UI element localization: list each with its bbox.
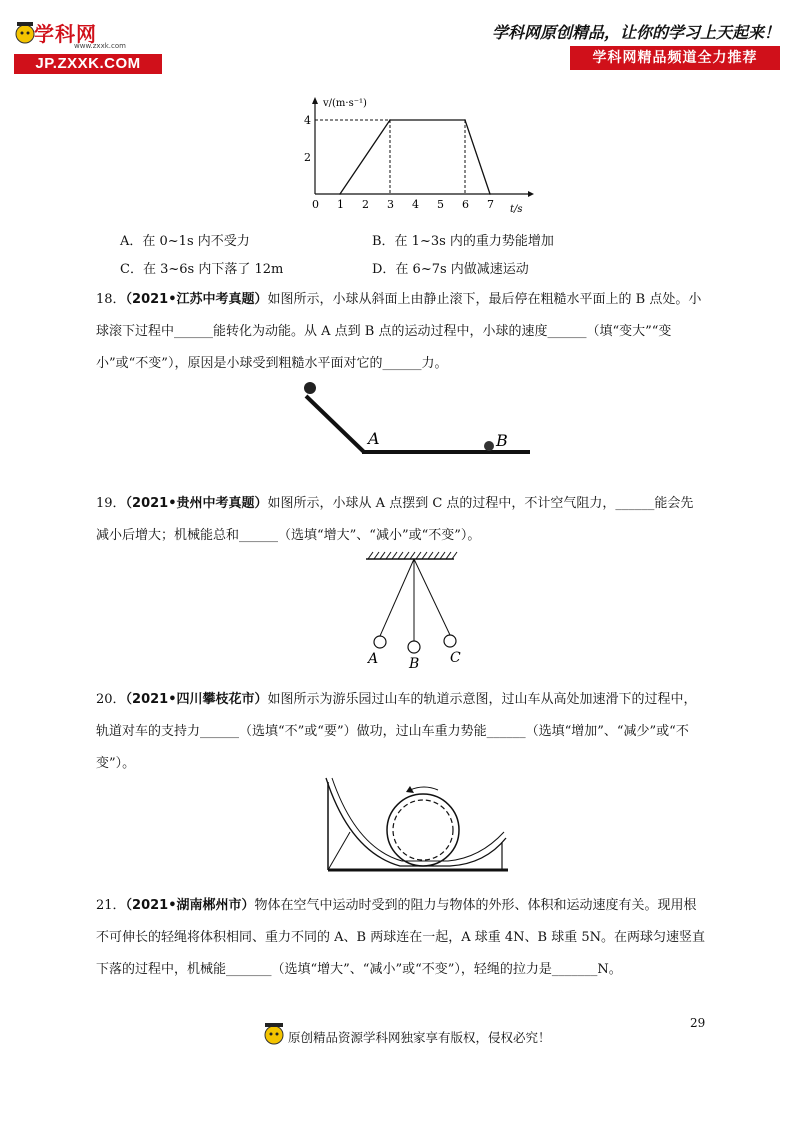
velocity-series-line — [340, 120, 490, 194]
x-tick-label: 0 — [312, 198, 319, 211]
ball-start — [304, 382, 316, 394]
data-point — [339, 193, 341, 195]
pendulum-figure — [356, 550, 476, 672]
question-source: （2021•江苏中考真题） — [125, 292, 268, 307]
track-inner — [332, 778, 504, 861]
hatch-mark — [368, 552, 373, 559]
pos-a-label: A — [368, 651, 379, 667]
arrowhead-icon — [406, 786, 414, 793]
graph-plot — [304, 97, 534, 211]
x-axis-arrow-icon — [528, 191, 534, 197]
x-tick-label: 2 — [362, 198, 369, 211]
loop-outer — [387, 794, 459, 866]
q17-option-d: D．在 6~7s 内做减速运动 — [372, 262, 529, 277]
incline-surface — [306, 396, 364, 452]
logo-domain: www.zxxk.com — [74, 42, 126, 50]
velocity-time-graph — [296, 94, 536, 218]
data-point — [464, 119, 466, 121]
incline-ball-figure — [298, 380, 534, 464]
question-source: （2021•四川攀枝花市） — [125, 692, 268, 707]
x-tick-label: 5 — [437, 198, 444, 211]
pos-b-label: B — [409, 656, 420, 672]
hatch-mark — [440, 552, 445, 559]
logo-url: JP.ZXXK.COM — [14, 54, 162, 74]
question-number: 19． — [96, 496, 126, 511]
header-banner: 学科网精品频道全力推荐 — [570, 46, 780, 70]
q17-option-a: A．在 0~1s 内不受力 — [120, 234, 250, 249]
ball-a — [374, 636, 386, 648]
x-axis-label: t/s — [510, 204, 523, 215]
hatch-mark — [452, 552, 457, 559]
question-text: 如图所示，小球从斜面上由静止滚下，最后停在粗糙水平面上的 B 点处。小球滚下过程中______能转化为动能。从 A 点到 B 点的运动过程中，小球的速度______（填“变大”“变小”或“不变”），原因是小球受到粗糙水平面对它的______力。 — [96, 292, 702, 371]
header-slogan: 学科网原创精品，让你的学习上天起来！ — [491, 23, 780, 42]
hatch-mark — [374, 552, 379, 559]
footer-copyright: 原创精品资源学科网独家享有版权，侵权必究！ — [288, 1030, 551, 1045]
data-point — [489, 193, 491, 195]
hatch-mark — [422, 552, 427, 559]
hatch-mark — [446, 552, 451, 559]
y-tick-label: 2 — [304, 151, 311, 164]
question-number: 20． — [96, 692, 126, 707]
ball-b — [408, 641, 420, 653]
question-number: 21． — [96, 898, 126, 913]
question-text: 如图所示，小球从 A 点摆到 C 点的过程中，不计空气阻力，______能会先减小后增大；机械能总和______（选填“增大”、“减小”或“不变”）。 — [96, 496, 694, 543]
hatch-mark — [416, 552, 421, 559]
roller-coaster-figure — [320, 772, 512, 876]
ball-c — [444, 635, 456, 647]
point-b-label: B — [496, 431, 508, 450]
x-tick-label: 3 — [387, 198, 394, 211]
x-tick-label: 4 — [412, 198, 419, 211]
y-tick-label: 4 — [304, 114, 311, 127]
mascot-icon — [262, 1018, 286, 1048]
question-21 — [96, 890, 706, 986]
string-a — [380, 559, 414, 636]
hatch-mark — [410, 552, 415, 559]
string-c — [414, 559, 450, 635]
direction-arrow-icon — [410, 787, 438, 790]
point-a-label: A — [368, 429, 380, 448]
question-number: 18． — [96, 292, 126, 307]
question-source: （2021•贵州中考真题） — [125, 496, 268, 511]
y-axis-arrow-icon — [312, 97, 318, 104]
hatch-mark — [380, 552, 385, 559]
site-logo[interactable] — [14, 18, 162, 74]
ball-at-b — [484, 441, 494, 451]
hatch-mark — [392, 552, 397, 559]
mascot-icon — [14, 18, 36, 48]
question-text: 物体在空气中运动时受到的阻力与物体的外形、体积和运动速度有关。现用根不可伸长的轻绳将体积相同、重力不同的 A、B 两球连在一起，A 球重 4N、B 球重 5N。在两球匀速竖直下落的过程中，机械能_______（选填“增大”、“减小”或“不变”），轻绳的拉力是_______N。 — [96, 898, 705, 977]
data-point — [389, 119, 391, 121]
x-tick-label: 1 — [337, 198, 344, 211]
hatch-mark — [428, 552, 433, 559]
y-axis-label: v/(m·s⁻¹) — [323, 98, 367, 109]
pos-c-label: C — [450, 650, 461, 666]
page-number: 29 — [690, 1016, 706, 1030]
question-text: 如图所示为游乐园过山车的轨道示意图，过山车从高处加速滑下的过程中，轨道对车的支持力______（选填“不”或“要”）做功，过山车重力势能______（选填“增加”、“减少”或“不变”）。 — [96, 692, 697, 771]
x-tick-label: 7 — [487, 198, 494, 211]
question-source: （2021•湖南郴州市） — [125, 898, 255, 913]
logo-text: 学科网 — [34, 22, 97, 46]
hatch-mark — [434, 552, 439, 559]
hatch-mark — [398, 552, 403, 559]
support-brace — [328, 832, 350, 870]
hatch-mark — [404, 552, 409, 559]
ceiling-hatching — [368, 552, 457, 559]
question-19 — [96, 488, 706, 552]
x-tick-label: 6 — [462, 198, 469, 211]
hatch-mark — [386, 552, 391, 559]
question-20 — [96, 684, 706, 780]
question-18 — [96, 284, 706, 380]
q17-option-c: C．在 3~6s 内下落了 12m — [120, 262, 284, 277]
loop-inner — [393, 800, 453, 860]
q17-option-b: B．在 1~3s 内的重力势能增加 — [372, 234, 554, 249]
